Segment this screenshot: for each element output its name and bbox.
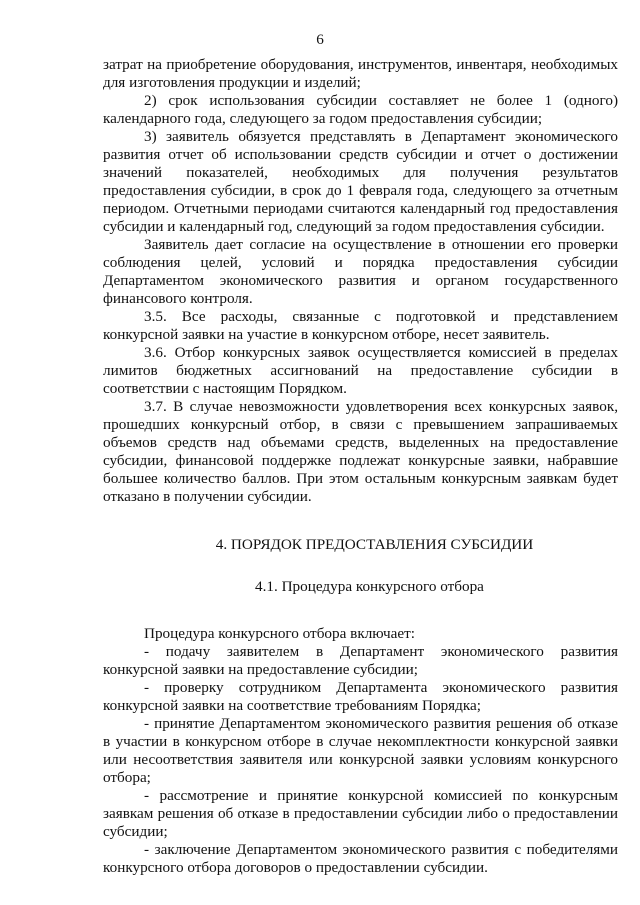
document-body	[103, 56, 618, 877]
procedure-item: - принятие Департаментом экономического развития решения об отказе в участии в конкурсном отборе в случае некомплектности конкурсной заявки или несоответствия заявителя или конкурсной заявки условиям конкурсного отбора;	[103, 715, 618, 786]
procedure-intro: Процедура конкурсного отбора включает:	[144, 625, 416, 642]
paragraph-3-6: 3.6. Отбор конкурсных заявок осуществляется комиссией в пределах лимитов бюджетных ассигнований на предоставление субсидии в соответствии с настоящим Порядком.	[103, 344, 618, 397]
subsection-title: 4.1. Процедура конкурсного отбора	[255, 578, 484, 595]
section-title: 4. ПОРЯДОК ПРЕДОСТАВЛЕНИЯ СУБСИДИИ	[215, 536, 534, 553]
procedure-item: - заключение Департаментом экономического развития с победителями конкурсного отбора договоров о предоставлении субсидии.	[103, 841, 618, 876]
paragraph-item-3: 3) заявитель обязуется представлять в Департамент экономического развития отчет об использовании средств субсидии и отчет о достижении значений показателей, необходимых для получения результатов предоставления субсидии, в срок до 1 февраля года, следующего за отчетным периодом. Отчетными периодами считаются календарный год предоставления субсидии и календарный год, следующий за годом предоставления субсидии.	[103, 128, 618, 235]
paragraph-3-5: 3.5. Все расходы, связанные с подготовкой и представлением конкурсной заявки на участие в конкурсном отборе, несет заявитель.	[103, 308, 618, 343]
paragraph-3-7: 3.7. В случае невозможности удовлетворения всех конкурсных заявок, прошедших конкурсный отбор, в связи с превышением запрашиваемых объемов средств над объемами средств, выделенных на предоставление субсидии, финансовой поддержке подлежат конкурсные заявки, набравшие большее количество баллов. При этом остальным конкурсным заявкам будет отказано в получении субсидии.	[103, 398, 618, 505]
procedure-item: - рассмотрение и принятие конкурсной комиссией по конкурсным заявкам решения об отказе в предоставлении субсидии либо о предоставлении субсидии;	[103, 787, 618, 840]
paragraph-item-2: 2) срок использования субсидии составляет не более 1 (одного) календарного года, следующего за годом предоставления субсидии;	[103, 92, 618, 127]
procedure-item: - проверку сотрудником Департамента экономического развития конкурсной заявки на соответствие требованиям Порядка;	[103, 679, 618, 714]
page-number: 6	[316, 31, 324, 48]
procedure-item: - подачу заявителем в Департамент экономического развития конкурсной заявки на предоставление субсидии;	[103, 643, 618, 678]
paragraph-consent: Заявитель дает согласие на осуществление в отношении его проверки соблюдения целей, условий и порядка предоставления субсидии Департаментом экономического развития и органом государственного финансового контроля.	[103, 236, 618, 307]
paragraph-continuation: затрат на приобретение оборудования, инструментов, инвентаря, необходимых для изготовления продукции и изделий;	[103, 56, 618, 91]
